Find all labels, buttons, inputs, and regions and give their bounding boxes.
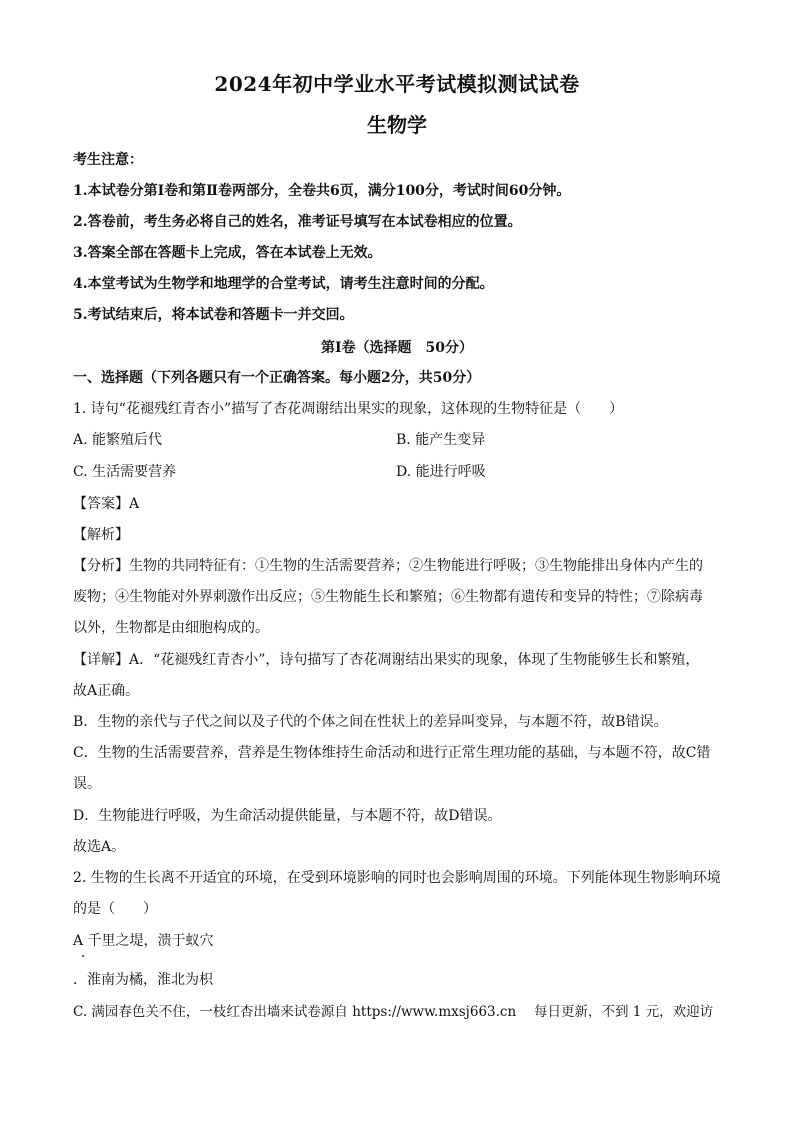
part1-heading: 第Ⅰ卷（选择题 50分） [320,340,474,356]
question-1-option-a: A. 能繁殖后代 [73,432,163,448]
question-1-option-d: D. 能进行呼吸 [396,464,486,480]
notice-heading: 考生注意： [73,152,143,168]
notice-item: 1.本试卷分第Ⅰ卷和第Ⅱ卷两部分，全卷共6页，满分100分，考试时间60分钟。 [73,183,571,199]
subject-title: 生物学 [367,113,427,137]
detail-line: B．生物的亲代与子代之间以及子代的个体之间在性状上的差异叫变异，与本题不符，故B错误。 [73,714,668,730]
analysis-line: 以外，生物都是由细胞构成的。 [73,620,269,636]
question-1-option-b: B. 能产生变异 [396,432,486,448]
question-1-answer: 【答案】A [73,496,140,512]
question-2-stem: 的是（ ） [73,901,157,917]
detail-line: C．生物的生活需要营养，营养是生物体维持生命活动和进行正常生理功能的基础，与本题不符，故C错 [73,745,711,761]
stray-dot [82,955,84,957]
detail-line: 故A正确。 [73,683,140,699]
exam-title: 2024年初中学业水平考试模拟测试试卷 [214,72,580,96]
question-2-option-c: C. 满园春色关不住，一枝红杏出墙来试卷源自 https://www.mxsj663.cn 每日更新，不到 1 元，欢迎访 [73,1004,714,1020]
notice-item: 5.考试结束后，将本试卷和答题卡一并交回。 [73,307,354,323]
notice-item: 4.本堂考试为生物学和地理学的合堂考试，请考生注意时间的分配。 [73,276,494,292]
section1-heading: 一、选择题（下列各题只有一个正确答案。每小题2分，共50分） [73,370,481,386]
detail-line: 【详解】A．“花褪残红青杏小”，诗句描写了杏花凋谢结出果实的现象，体现了生物能够生长和繁殖， [73,652,700,668]
question-1-stem: 1. 诗句“花褪残红青杏小”描写了杏花凋谢结出果实的现象，这体现的生物特征是（ ） [73,401,624,417]
detail-line: D．生物能进行呼吸，为生命活动提供能量，与本题不符，故D错误。 [73,808,502,824]
question-2-option-b: ．淮南为橘，淮北为枳 [73,972,213,988]
question-2-stem: 2. 生物的生长离不开适宜的环境，在受到环境影响的同时也会影响周围的环境。下列能体现生物影响环境 [73,870,721,886]
detail-line: 故选A。 [73,839,126,855]
detail-line: 误。 [73,776,101,792]
question-1-option-c: C. 生活需要营养 [73,464,177,480]
question-1-analysis-label: 【解析】 [73,527,129,543]
notice-item: 3.答案全部在答题卡上完成，答在本试卷上无效。 [73,245,382,261]
notice-item: 2.答卷前，考生务必将自己的姓名，准考证号填写在本试卷相应的位置。 [73,214,522,230]
analysis-line: 废物；④生物能对外界刺激作出反应；⑤生物能生长和繁殖；⑥生物都有遗传和变异的特性；⑦除病毒 [73,589,703,605]
analysis-line: 【分析】生物的共同特征有：①生物的生活需要营养；②生物能进行呼吸；③生物能排出身体内产生的 [73,558,703,574]
question-2-option-a: A 千里之堤，溃于蚁穴 [73,933,214,949]
